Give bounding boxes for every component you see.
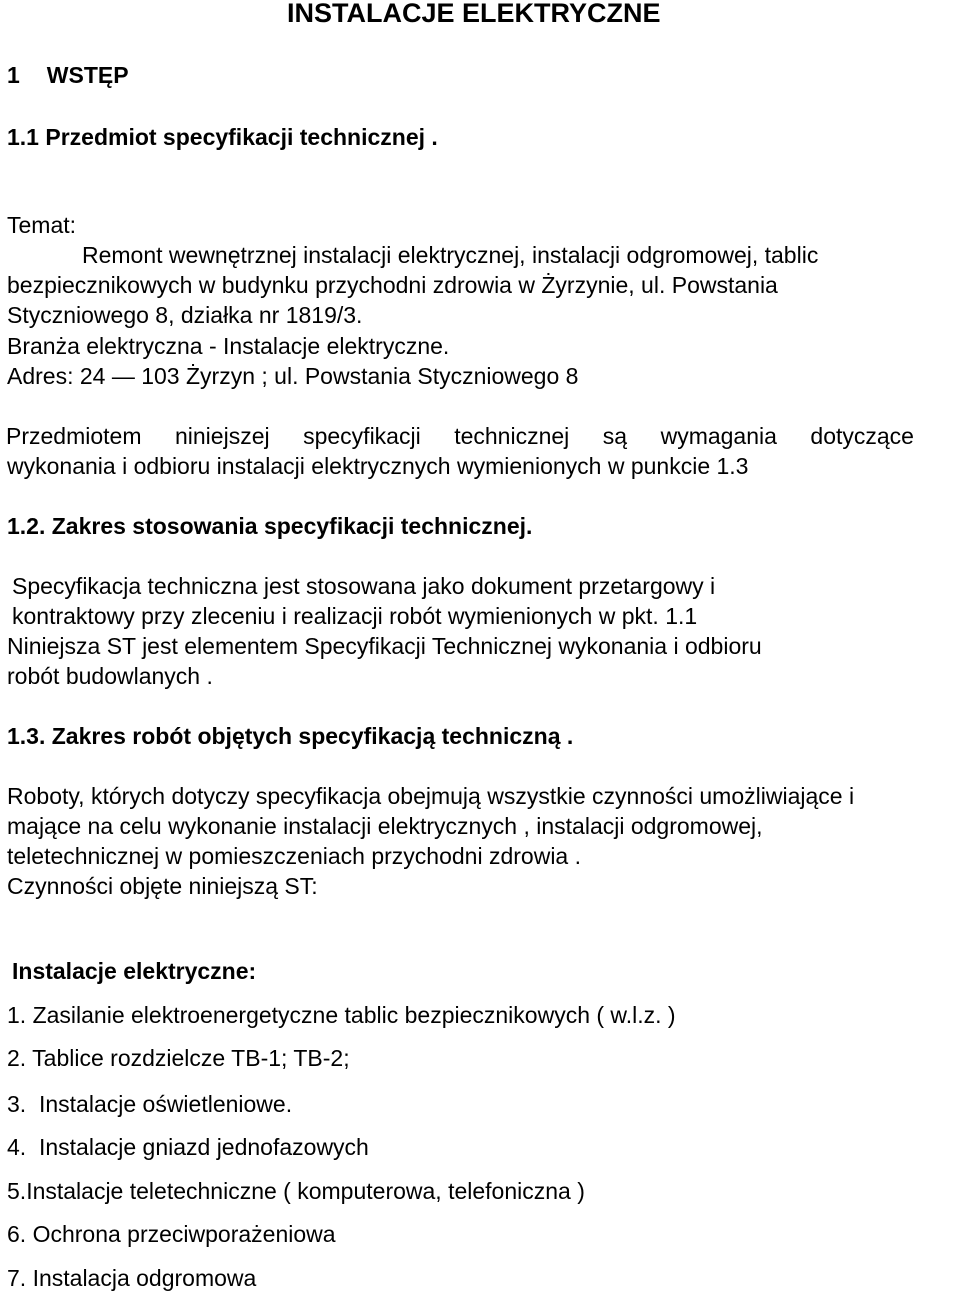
list-item-number: 7.: [7, 1265, 27, 1291]
roboty-line: Czynności objęte niniejszą ST:: [7, 873, 318, 899]
word: Przedmiotem: [6, 423, 142, 449]
list-item-text: Instalacje oświetleniowe.: [38, 1091, 293, 1117]
temat-line: Branża elektryczna - Instalacje elektryczne.: [7, 333, 450, 359]
subsection-1-3-heading: 1.3. Zakres robót objętych specyfikacją techniczną .: [7, 723, 574, 749]
list-item-number: 5.: [7, 1178, 27, 1204]
list-item: [7, 1044, 350, 1072]
document-title: INSTALACJE ELEKTRYCZNE: [287, 0, 661, 28]
list-item-text: Instalacja odgromowa: [32, 1265, 257, 1291]
list-item-text: Zasilanie elektroenergetyczne tablic bezpiecznikowych ( w.l.z. ): [32, 1002, 676, 1028]
list-item-text: Ochrona przeciwporażeniowa: [32, 1221, 336, 1247]
list-item: [7, 1133, 369, 1161]
roboty-line: mające na celu wykonanie instalacji elektrycznych , instalacji odgromowej,: [7, 813, 763, 839]
list-item: [7, 1090, 292, 1118]
roboty-line: Roboty, których dotyczy specyfikacja obejmują wszystkie czynności umożliwiające i: [7, 783, 855, 809]
instalacje-heading: Instalacje elektryczne:: [12, 958, 257, 984]
word: specyfikacji: [303, 423, 421, 449]
zakres-line: kontraktowy przy zleceniu i realizacji robót wymienionych w pkt. 1.1: [12, 603, 698, 629]
list-item-number: 6.: [7, 1221, 27, 1247]
temat-line: Remont wewnętrznej instalacji elektrycznej, instalacji odgromowej, tablic: [82, 242, 819, 268]
list-item-text: Tablice rozdzielcze TB-1; TB-2;: [32, 1045, 350, 1071]
word: niniejszej: [174, 423, 270, 449]
temat-label: Temat:: [7, 212, 77, 238]
list-item-text: Instalacje gniazd jednofazowych: [38, 1134, 369, 1160]
zakres-line: Specyfikacja techniczna jest stosowana jako dokument przetargowy i: [12, 573, 716, 599]
subsection-1-2-heading: 1.2. Zakres stosowania specyfikacji technicznej.: [7, 513, 533, 539]
roboty-line: teletechnicznej w pomieszczeniach przychodni zdrowia .: [7, 843, 582, 869]
list-item: [7, 1264, 256, 1292]
list-item-number: 2.: [7, 1045, 27, 1071]
temat-line: Styczniowego 8, działka nr 1819/3.: [7, 302, 363, 328]
przedmiot-line-1: [6, 422, 914, 450]
section-number: 1: [7, 62, 20, 88]
zakres-line: robót budowlanych .: [7, 663, 213, 689]
list-item-number: 1.: [7, 1002, 27, 1028]
word: wymagania: [660, 423, 777, 449]
zakres-line: Niniejsza ST jest elementem Specyfikacji Technicznej wykonania i odbioru: [7, 633, 762, 659]
list-item: [7, 1177, 585, 1205]
section-1-heading: [7, 61, 129, 89]
word: technicznej: [454, 423, 570, 449]
list-item-number: 4.: [7, 1134, 27, 1160]
list-item: [7, 1220, 336, 1248]
list-item-text: Instalacje teletechniczne ( komputerowa, telefoniczna ): [26, 1178, 585, 1204]
word: dotyczące: [810, 423, 914, 449]
list-item: [7, 1001, 676, 1029]
temat-line: bezpiecznikowych w budynku przychodni zdrowia w Żyrzynie, ul. Powstania: [7, 272, 778, 298]
subsection-1-1-heading: 1.1 Przedmiot specyfikacji technicznej .: [7, 124, 438, 150]
list-item-number: 3.: [7, 1091, 27, 1117]
przedmiot-line-2: wykonania i odbioru instalacji elektrycznych wymienionych w punkcie 1.3: [7, 453, 749, 479]
word: są: [602, 423, 628, 449]
temat-line: Adres: 24 — 103 Żyrzyn ; ul. Powstania Styczniowego 8: [7, 363, 579, 389]
section-heading-text: WSTĘP: [46, 62, 129, 88]
